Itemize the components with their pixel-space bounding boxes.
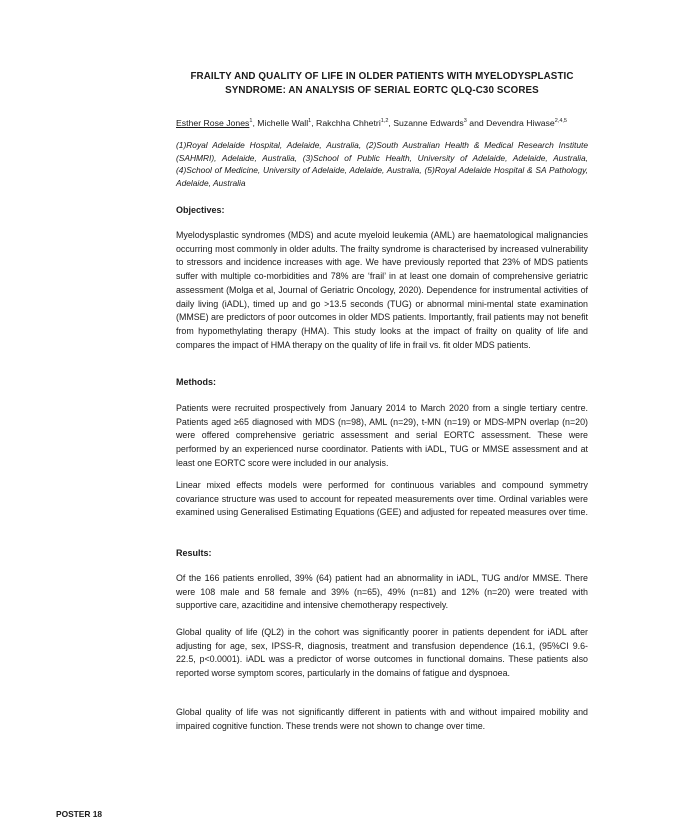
objectives-heading: Objectives: [176, 205, 225, 215]
author-separator: and [466, 118, 487, 128]
author-affiliation-marker: 3 [463, 118, 467, 124]
author-name: Suzanne Edwards [393, 118, 464, 128]
results-paragraph-2: Global quality of life (QL2) in the cohort was significantly poorer in patients dependent for iADL after adjusting for age, sex, IPSS-R, diagnosis, treatment and transfusion dependence (16.1, (95%CI 9.6-22.5, p<0.0001). iADL was a predictor of worse outcomes in functional domains. These patients also reported worse symptom scores, particularly in the domains of fatigue and dyspnoea. [176, 627, 588, 679]
author-separator: , [388, 118, 394, 128]
methods-paragraph-2: Linear mixed effects models were performed for continuous variables and compound symmetry covariance structure was used to account for repeated measurements over time. Ordinal variables were examined using Generalised Estimating Equations (GEE) and adjusted for repeated measures over time. [176, 480, 588, 518]
author-affiliation-marker: 1 [249, 118, 253, 124]
title-line-2: SYNDROME: AN ANALYSIS OF SERIAL EORTC QLQ-C30 SCORES [225, 85, 539, 96]
author-affiliation-marker: 2,4,5 [554, 118, 567, 124]
author-name: Rakchha Chhetri [316, 118, 381, 128]
author-name: Michelle Wall [257, 118, 309, 128]
author-affiliation-marker: 1 [308, 118, 312, 124]
author-separator: , [311, 118, 317, 128]
author-affiliation-marker: 1,2 [380, 118, 389, 124]
results-paragraph-3: Global quality of life was not significantly different in patients with and without impaired mobility and impaired cognitive function. These trends were not shown to change over time. [176, 707, 588, 731]
author-name: Devendra Hiwase [486, 118, 555, 128]
author-list [176, 115, 588, 129]
title-line-1: FRAILTY AND QUALITY OF LIFE IN OLDER PATIENTS WITH MYELODYSPLASTIC [190, 71, 574, 82]
author-name: Esther Rose Jones [176, 118, 250, 128]
poster-number: POSTER 18 [56, 809, 103, 819]
objectives-paragraph: Myelodysplastic syndromes (MDS) and acute myeloid leukemia (AML) are haematological malignancies occurring most commonly in older adults. The frailty syndrome is characterised by increased vulnerability to stressors and incidence increases with age. We have previously reported that 23% of MDS patients suffer with multiple co-morbidities and 78% are ‘frail’ in at least one domain of comprehensive geriatric assessment (Molga et al, Journal of Geriatric Oncology, 2020). Dependence for instrumental activities of daily living (iADL), timed up and go >13.5 seconds (TUG) or abnormal mini-mental state examination (MMSE) are predictors of poor outcomes in older MDS patients. Importantly, frail patients may not benefit from hypomethylating therapy (HMA). This study looks at the impact of frailty on quality of life and compares the impact of HMA therapy on the quality of life in frail vs. fit older MDS patients. [176, 230, 588, 350]
methods-paragraph-1: Patients were recruited prospectively from January 2014 to March 2020 from a single tertiary centre. Patients aged ≥65 diagnosed with MDS (n=98), AML (n=29), t-MN (n=19) or MDS-MPN overlap (n=20) were offered comprehensive geriatric assessment and serial EORTC assessment. These were performed by an experienced nurse coordinator. Patients with iADL, TUG or MMSE assessment and at least one EORTC score were included in our analysis. [176, 403, 588, 468]
abstract-title [176, 70, 588, 98]
affiliations: (1)Royal Adelaide Hospital, Adelaide, Australia, (2)South Australian Health & Medical Research Institute (SAHMRI), Adelaide, Australia, (3)School of Public Health, University of Adelaide, Adelaide, Australia, (4)School of Medicine, University of Adelaide, Adelaide, Australia, (5)Royal Adelaide Hospital & SA Pathology, Adelaide, Australia [176, 140, 588, 188]
author-separator: , [252, 118, 258, 128]
methods-heading: Methods: [176, 377, 216, 387]
results-paragraph-1: Of the 166 patients enrolled, 39% (64) patient had an abnormality in iADL, TUG and/or MMSE. There were 108 male and 58 female and 39% (n=65), 49% (n=81) and 12% (n=20) were treated with supportive care, azacitidine and intensive chemotherapy respectively. [176, 573, 588, 611]
results-heading: Results: [176, 548, 212, 558]
